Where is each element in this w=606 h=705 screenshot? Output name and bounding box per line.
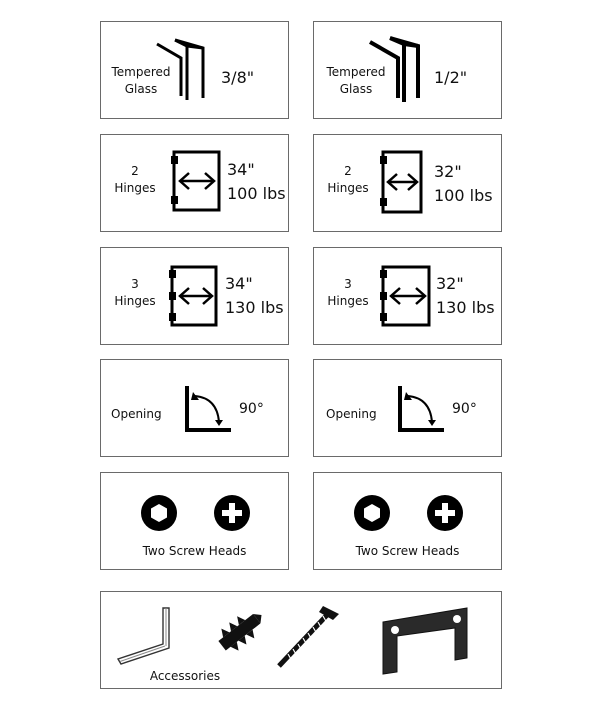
u-bracket-icon — [381, 606, 473, 676]
phillips-screw-head-icon — [426, 494, 464, 532]
screw-heads-label: Two Screw Heads — [355, 544, 460, 558]
hinges-text: Hinges — [114, 181, 156, 195]
three-hinges-card-left — [100, 247, 289, 345]
hinges-label — [324, 276, 372, 310]
opening-angle: 90° — [239, 401, 264, 417]
hinges-count: 3 — [131, 277, 139, 291]
door-hinges-icon — [171, 151, 223, 213]
max-weight: 130 lbs — [225, 298, 284, 317]
max-weight: 100 lbs — [434, 186, 493, 205]
opening-angle: 90° — [452, 401, 477, 417]
tempered-glass-card-right — [313, 21, 502, 119]
tempered-glass-icon — [157, 38, 217, 102]
phillips-screw-head-icon — [213, 494, 251, 532]
opening-card-left — [100, 359, 289, 457]
opening-angle-icon — [185, 386, 233, 434]
door-hinges-icon — [380, 151, 426, 215]
allen-key-icon — [115, 604, 177, 666]
hex-screw-head-icon — [140, 494, 178, 532]
tempered-glass-card-left — [100, 21, 289, 119]
screw-heads-card-right — [313, 472, 502, 570]
glass-thickness: 1/2" — [434, 68, 468, 87]
opening-angle-icon — [398, 386, 446, 434]
opening-label: Opening — [111, 407, 162, 421]
hinges-count: 2 — [131, 164, 139, 178]
max-weight: 100 lbs — [227, 184, 286, 203]
hinges-count: 2 — [344, 164, 352, 178]
three-hinges-card-right — [313, 247, 502, 345]
hinges-count: 3 — [344, 277, 352, 291]
glass-label-line2: Glass — [124, 82, 158, 96]
screw-icon — [273, 602, 343, 670]
opening-card-right — [313, 359, 502, 457]
door-hinges-icon — [380, 266, 432, 328]
hinges-label — [111, 276, 159, 310]
max-width: 32" — [436, 274, 464, 293]
glass-label-line1: Tempered — [326, 65, 386, 79]
screw-heads-label: Two Screw Heads — [142, 544, 247, 558]
max-width: 34" — [227, 160, 255, 179]
door-hinges-icon — [169, 266, 219, 328]
max-width: 34" — [225, 274, 253, 293]
max-width: 32" — [434, 162, 462, 181]
max-weight: 130 lbs — [436, 298, 495, 317]
glass-label-line2: Glass — [339, 82, 373, 96]
hinges-text: Hinges — [327, 294, 369, 308]
two-hinges-card-right — [313, 134, 502, 232]
hinges-label — [324, 163, 372, 197]
tempered-glass-icon — [370, 38, 430, 102]
hex-screw-head-icon — [353, 494, 391, 532]
hinges-label — [111, 163, 159, 197]
hinges-text: Hinges — [327, 181, 369, 195]
wall-anchor-icon — [213, 606, 269, 656]
hinges-text: Hinges — [114, 294, 156, 308]
glass-thickness: 3/8" — [221, 68, 255, 87]
opening-label: Opening — [326, 407, 377, 421]
screw-heads-card-left — [100, 472, 289, 570]
two-hinges-card-left — [100, 134, 289, 232]
accessories-label: Accessories — [149, 669, 221, 683]
accessories-card — [100, 591, 502, 689]
glass-label-line1: Tempered — [111, 65, 171, 79]
